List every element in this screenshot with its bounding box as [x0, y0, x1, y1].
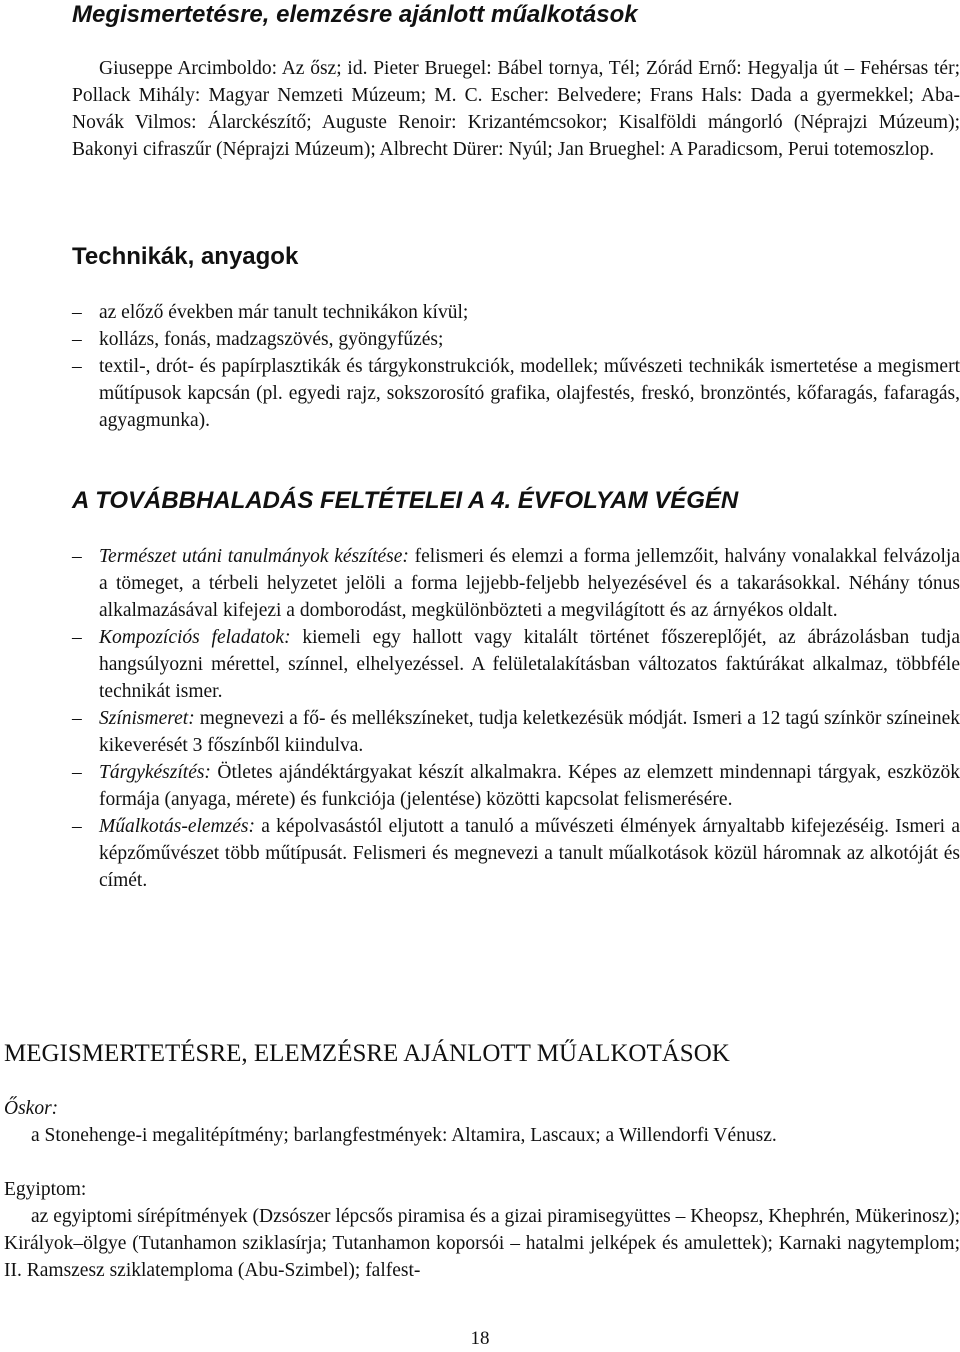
requirements-list	[72, 543, 960, 894]
technique-text: textil-, drót- és papírplasztikák és tárgykonstrukciók, modellek; művészeti technikák ismertetése a megismert műtípusok kapcsán (pl. egyedi rajz, sokszorosító grafika, olajfestés, freskó, bronzöntés, kőfaragás, fafaragás, agyagmunka).	[99, 356, 960, 431]
egyiptom-text: az egyiptomi sírépítmények (Dzsószer lépcsős piramisa és a gizai piramisegyüttes – Kheopsz, Khephrén, Mükerinosz); Királyok–ölgye (Tutanhamon sziklasírja; Tutanhamon koporsói – hatalmi jelképek és amulettek); Karnaki nagytemplom; II. Ramszesz sziklatemploma (Abu-Szimbel); falfest-	[4, 1206, 960, 1281]
technique-text: az előző években már tanult technikákon kívül;	[99, 302, 469, 323]
requirement-text: Ötletes ajándéktárgyakat készít alkalmakra. Képes az elemzett mindennapi tárgyak, eszközök formája (anyaga, mérete) és funkciója (jelentése) közötti kapcsolat felismerésére.	[99, 762, 960, 810]
requirement-term: Színismeret:	[99, 708, 195, 729]
page-number: 18	[470, 1328, 490, 1349]
oskor-label: Őskor:	[4, 1098, 59, 1119]
requirement-term: Természet utáni tanulmányok készítése:	[99, 546, 409, 567]
section-title-techniques: Technikák, anyagok	[72, 243, 299, 270]
section-title-artworks: Megismertetésre, elemzésre ajánlott műalkotások	[72, 1, 638, 28]
list-item	[72, 705, 960, 759]
list-item	[72, 624, 960, 705]
dash-bullet: –	[72, 302, 82, 323]
requirement-term: Tárgykészítés:	[99, 762, 211, 783]
section-title-requirements: A TOVÁBBHALADÁS FELTÉTELEI A 4. ÉVFOLYAM VÉGÉN	[72, 487, 739, 514]
dash-bullet: –	[72, 329, 82, 350]
technique-text: kollázs, fonás, madzagszövés, gyöngyfűzés;	[99, 329, 444, 350]
dash-bullet: –	[72, 816, 82, 837]
artworks-paragraph: Giuseppe Arcimboldo: Az ősz; id. Pieter Bruegel: Bábel tornya, Tél; Zórád Ernő: Hegyalja út – Fehérsas tér; Pollack Mihály: Magyar Nemzeti Múzeum; M. C. Escher: Belvedere; Frans Hals: Dada a gyermekkel; Aba-Novák Vilmos: Álarckészítő; Auguste Renoir: Krizantémcsokor; Kisalföldi mángorló (Néprajzi Múzeum); Bakonyi cifraszűr (Néprajzi Múzeum); Albrecht Dürer: Nyúl; Jan Brueghel: A Paradicsom, Perui totemoszlop.	[72, 58, 960, 160]
dash-bullet: –	[72, 546, 82, 567]
requirement-text: megnevezi a fő- és mellékszíneket, tudja keletkezésük módját. Ismeri a 12 tagú színkör színeinek kikeverését 3 főszínből kiindulva.	[99, 708, 960, 756]
dash-bullet: –	[72, 356, 82, 377]
list-item	[72, 759, 960, 813]
requirement-term: Kompozíciós feladatok:	[99, 627, 291, 648]
dash-bullet: –	[72, 627, 82, 648]
requirement-text: a képolvasástól eljutott a tanuló a művészeti élmények árnyaltabb kifejezéséig. Ismeri a képzőművészet több műtípusát. Felismeri és megnevezi a tanult műalkotások közül háromnak az alkotóját és címét.	[99, 816, 960, 891]
requirement-text: kiemeli egy hallott vagy kitalált történet főszereplőjét, az ábrázolásban tudja hangsúlyozni mérettel, színnel, elhelyezéssel. A felületalakításban változatos faktúrákat alkalmaz, többféle technikát ismer.	[99, 627, 960, 702]
requirement-term: Műalkotás-elemzés:	[99, 816, 255, 837]
list-item	[72, 326, 960, 353]
techniques-list	[72, 299, 960, 434]
dash-bullet: –	[72, 762, 82, 783]
egyiptom-label: Egyiptom:	[4, 1179, 87, 1200]
section-title-artworks-2: MEGISMERTETÉSRE, ELEMZÉSRE AJÁNLOTT MŰALKOTÁSOK	[4, 1040, 730, 1067]
list-item	[72, 543, 960, 624]
list-item	[72, 353, 960, 434]
list-item	[72, 299, 960, 326]
requirement-text: felismeri és elemzi a forma jellemzőit, halvány vonalakkal felvázolja a tömeget, a térbeli helyzetet jelöli a forma lejjebb-feljebb helyezésével és a takarásokkal. Néhány tónus alkalmazásával kifejezi a domborodást, megkülönbözteti a megvilágított és az árnyékos oldalt.	[99, 546, 960, 621]
oskor-text: a Stonehenge-i megalitépítmény; barlangfestmények: Altamira, Lascaux; a Willendorfi Vénusz.	[31, 1125, 777, 1146]
dash-bullet: –	[72, 708, 82, 729]
list-item	[72, 813, 960, 894]
